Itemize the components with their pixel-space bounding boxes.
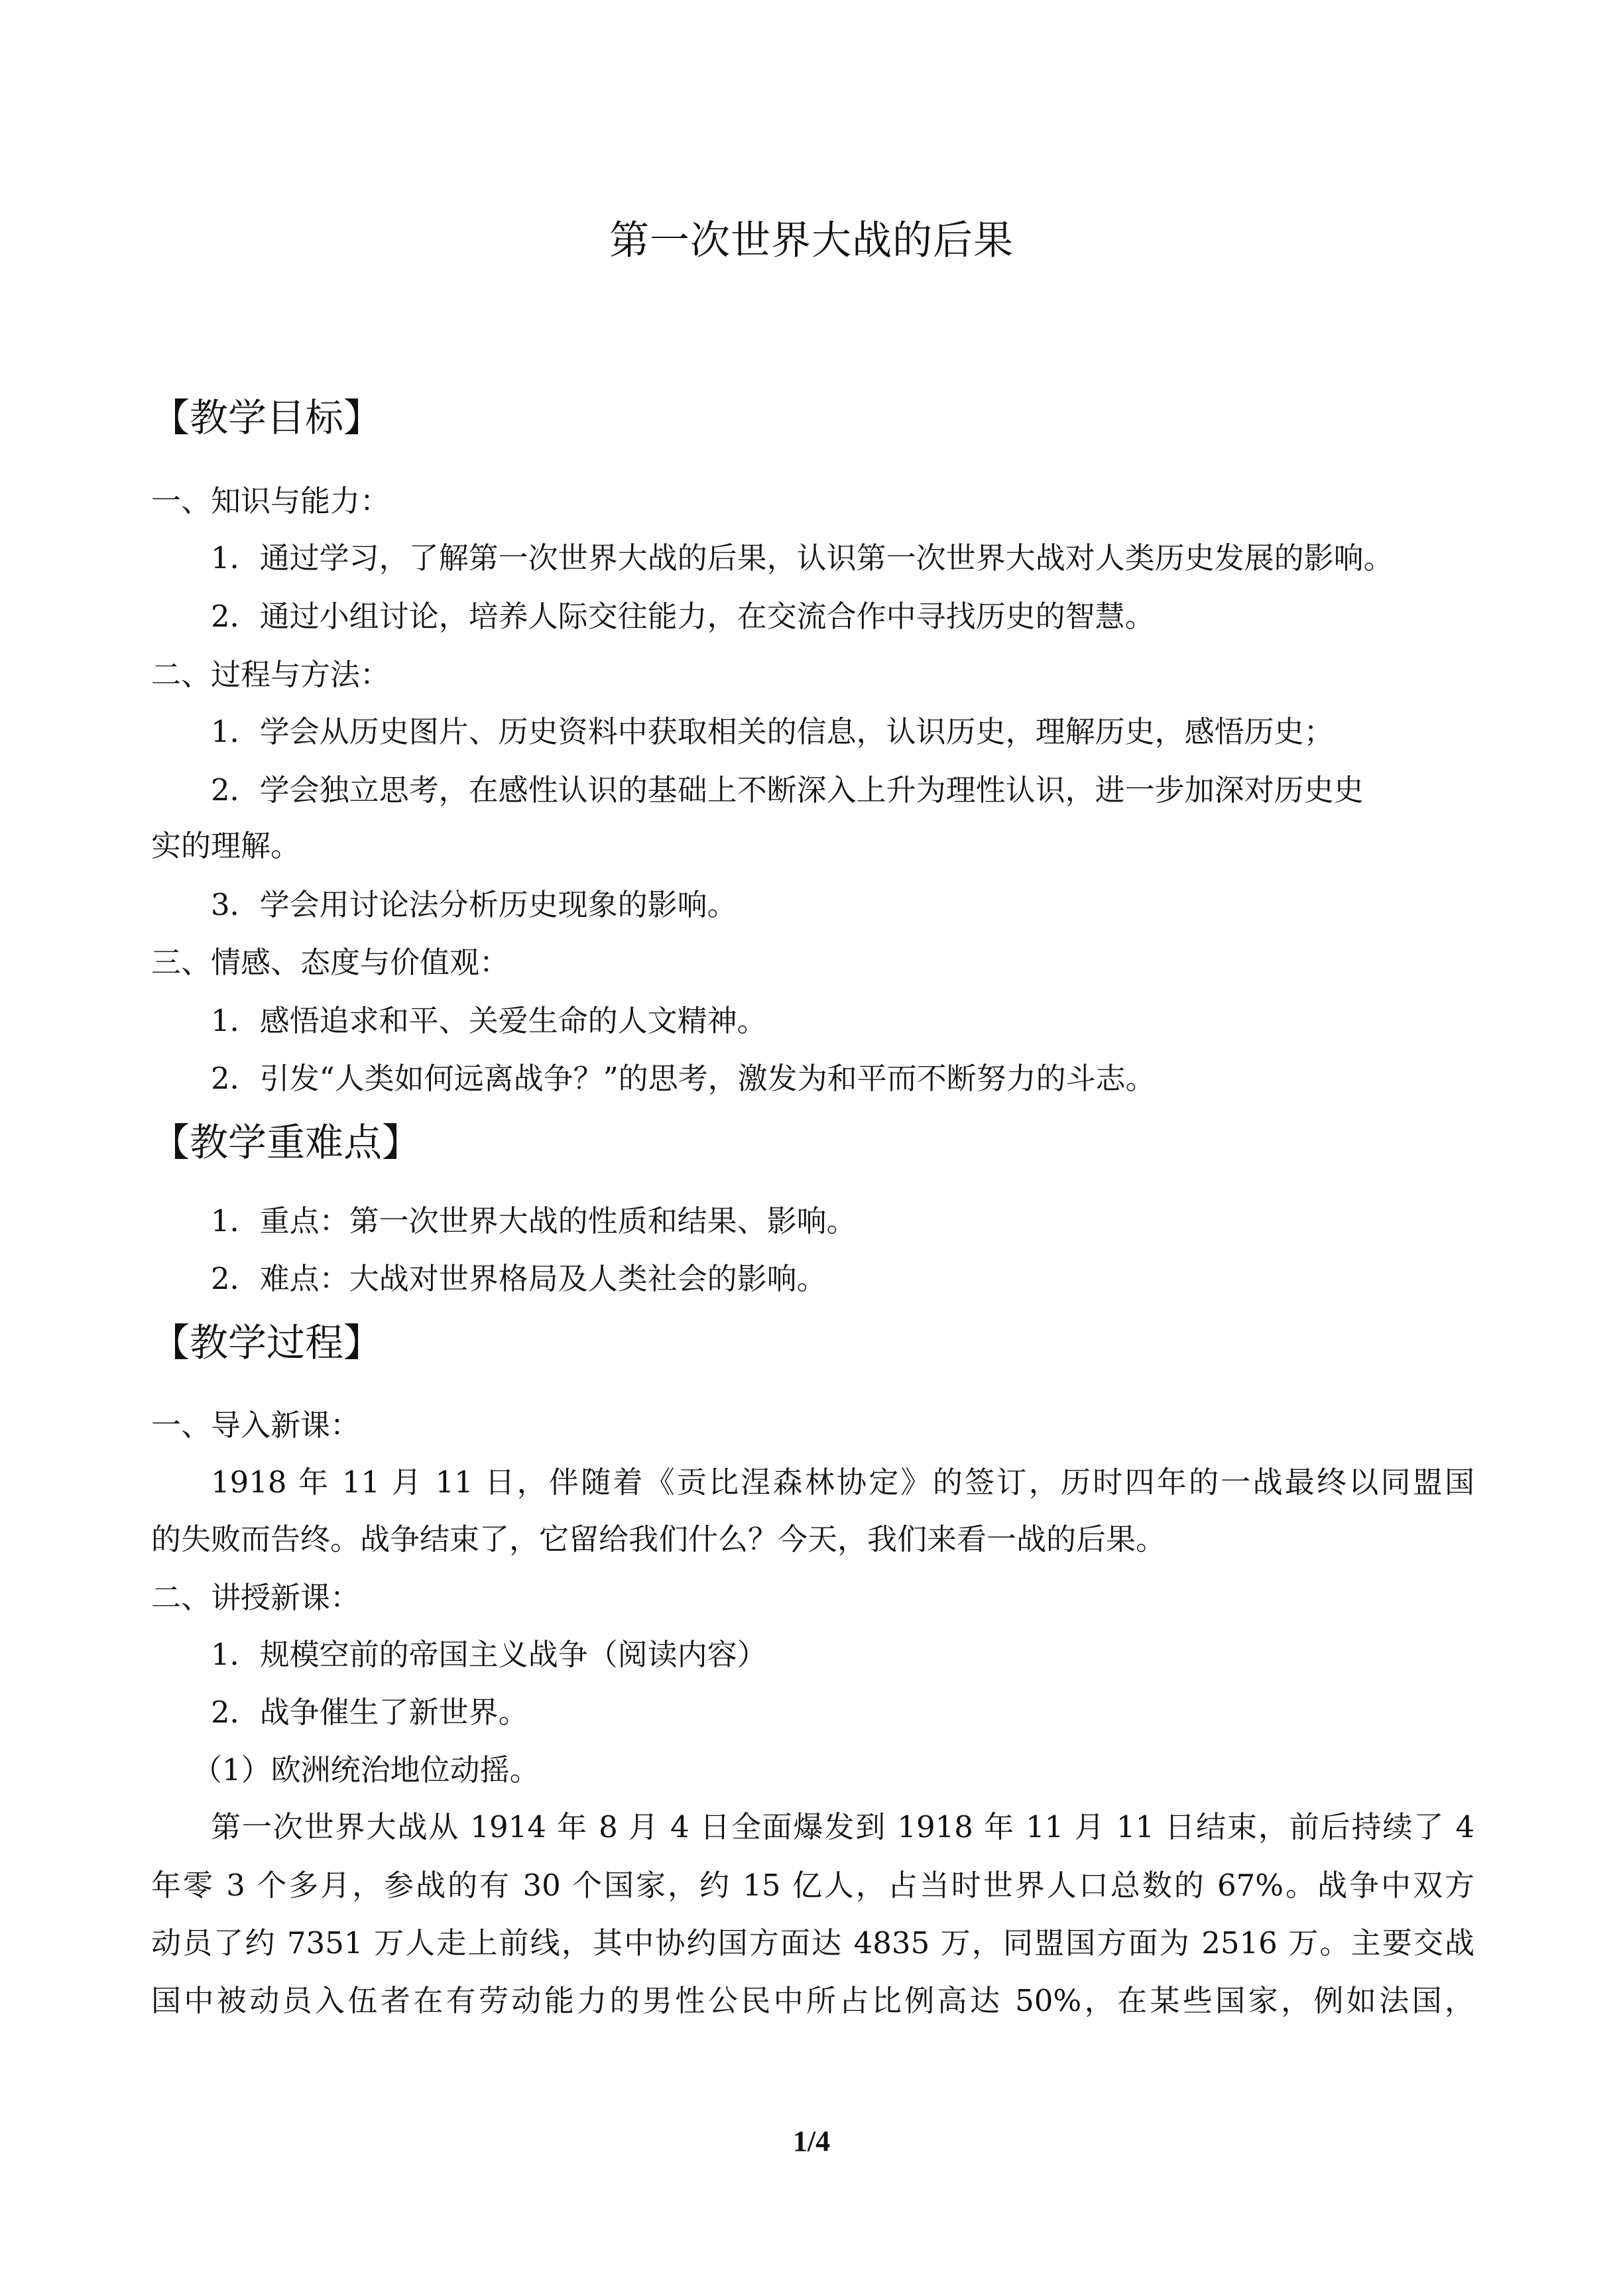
- keypoint-2: 2．难点：大战对世界格局及人类社会的影响。: [211, 1261, 827, 1296]
- objective-process-3: 3．学会用讨论法分析历史现象的影响。: [211, 887, 737, 922]
- document-title: 第一次世界大战的后果: [609, 217, 1014, 264]
- body-paragraph-line1: 第一次世界大战从 1914 年 8 月 4 日全面爆发到 1918 年 11 月 11 日结束，前后持续了 4: [211, 1809, 1474, 1844]
- intro-paragraph-line1: 1918 年 11 月 11 日，伴随着《贡比涅森林协定》的签订，历时四年的一战最终以同盟国: [211, 1465, 1474, 1500]
- page-number: 1/4: [792, 2125, 831, 2157]
- section-heading-process: 【教学过程】: [151, 1320, 383, 1365]
- objective-process-2-line1: 2．学会独立思考，在感性认识的基础上不断深入上升为理性认识，进一步加深对历史史: [211, 772, 1364, 808]
- keypoint-1: 1．重点：第一次世界大战的性质和结果、影响。: [211, 1203, 857, 1239]
- subheading-intro: 一、导入新课：: [151, 1408, 361, 1443]
- objective-process-2-line2: 实的理解。: [151, 828, 301, 863]
- objective-emotion-2: 2．引发“人类如何远离战争？”的思考，激发为和平而不断努力的斗志。: [211, 1061, 1156, 1096]
- objective-knowledge-1: 1．通过学习，了解第一次世界大战的后果，认识第一次世界大战对人类历史发展的影响。: [211, 540, 1394, 575]
- lesson-subitem-2-1: （1）欧洲统治地位动摇。: [192, 1752, 540, 1787]
- subheading-new-lesson: 二、讲授新课：: [151, 1580, 361, 1615]
- section-heading-objectives: 【教学目标】: [151, 395, 383, 440]
- objective-process-1: 1．学会从历史图片、历史资料中获取相关的信息，认识历史，理解历史，感悟历史；: [211, 714, 1334, 749]
- subheading-knowledge: 一、知识与能力：: [151, 483, 391, 518]
- lesson-item-1: 1．规模空前的帝国主义战争（阅读内容）: [211, 1637, 767, 1672]
- section-heading-keypoints: 【教学重难点】: [151, 1120, 421, 1165]
- subheading-process-method: 二、过程与方法：: [151, 657, 391, 692]
- body-paragraph-line4: 国中被动员入伍者在有劳动能力的男性公民中所占比例高达 50%，在某些国家，例如法国，: [151, 1983, 1474, 2018]
- lesson-item-2: 2．战争催生了新世界。: [211, 1695, 528, 1730]
- subheading-emotion: 三、情感、态度与价值观：: [151, 945, 510, 980]
- body-paragraph-line2: 年零 3 个多月，参战的有 30 个国家，约 15 亿人，占当时世界人口总数的 67%。战争中双方: [151, 1868, 1474, 1903]
- objective-knowledge-2: 2．通过小组讨论，培养人际交往能力，在交流合作中寻找历史的智慧。: [211, 599, 1155, 634]
- intro-paragraph-line2: 的失败而告终。战争结束了，它留给我们什么？今天，我们来看一战的后果。: [151, 1522, 1166, 1557]
- body-paragraph-line3: 动员了约 7351 万人走上前线，其中协约国方面达 4835 万，同盟国方面为 2516 万。主要交战: [151, 1925, 1474, 1961]
- objective-emotion-1: 1．感悟追求和平、关爱生命的人文精神。: [211, 1003, 767, 1038]
